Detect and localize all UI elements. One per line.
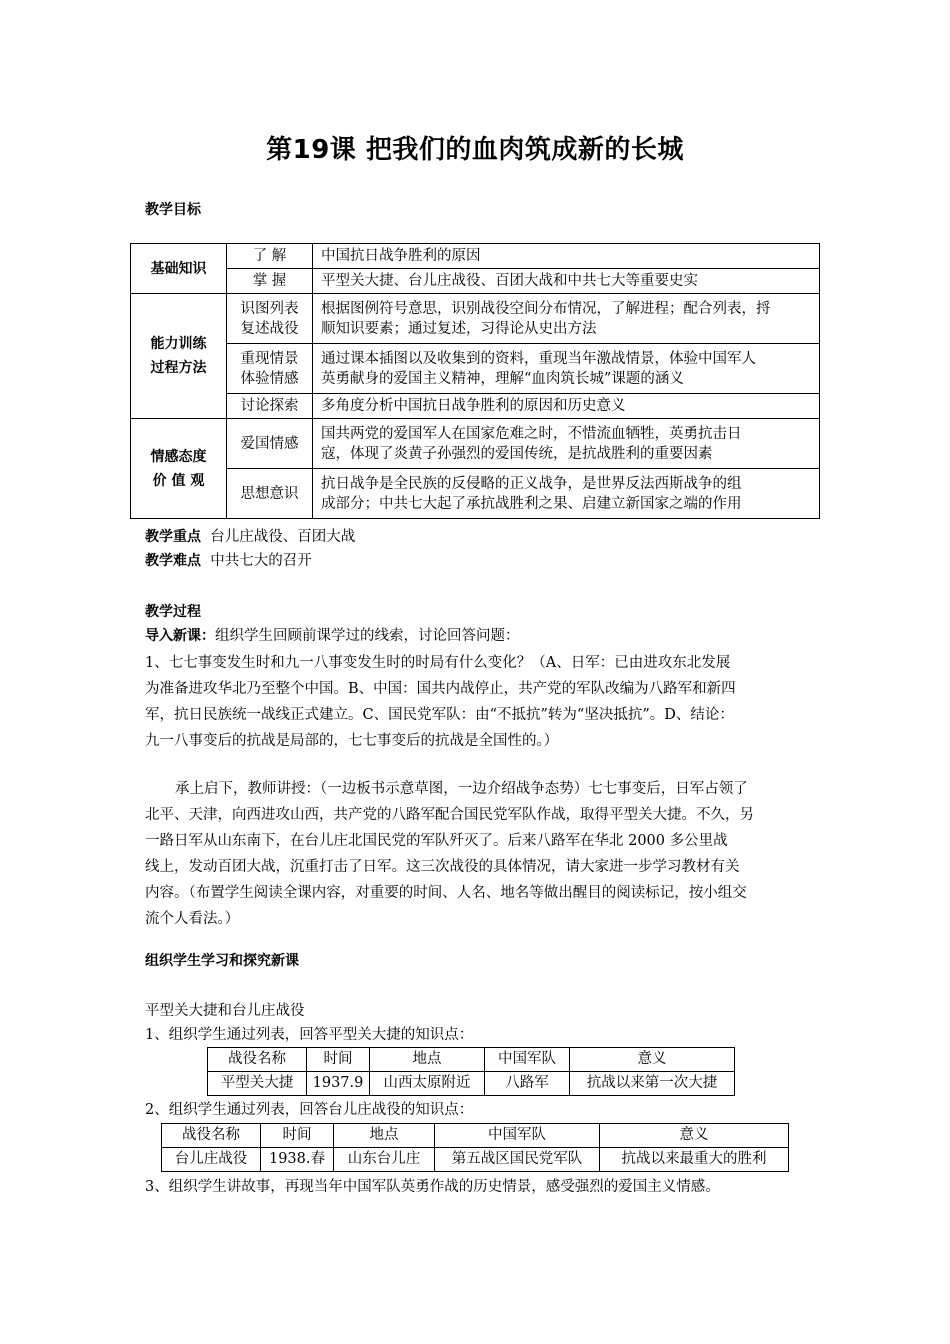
t2-header-name: 战役名称	[162, 1124, 261, 1148]
category-basic: 基础知识	[131, 244, 227, 294]
t1-cell-name: 平型关大捷	[208, 1072, 307, 1096]
objectives-heading: 教学目标	[145, 202, 201, 218]
text-ideology: 抗日战争是全民族的反侵略的正义战争，是世界反法西斯战争的组 成部分；中共七大起了承抗战胜利之果、启建立新国家之端的作用	[313, 469, 820, 519]
objectives-table	[130, 243, 820, 519]
t1-cell-army: 八路军	[485, 1072, 570, 1096]
t2-header-place: 地点	[334, 1124, 435, 1148]
category-emotion: 情感态度 价 值 观	[131, 419, 227, 519]
transition-paragraph: 承上启下，教师讲授：（一边板书示意草图，一边介绍战争态势）七七事变后，日军占领了 北平、天津，向西进攻山西，共产党的八路军配合国民党军队作战，取得平型关大捷。不久，另 一路日军从山东南下，在台儿庄北国民党的军队歼灭了。后来八路军在华北 2000 多公里战 线上，发动百团大战，沉重打击了日军。这三次战役的具体情况，请大家进一步学习教材有关 内容。（布置学生阅读全课内容，对重要的时间、人名、地名等做出醒目的阅读标记，按小组交 流个人看法。）	[145, 781, 754, 927]
difficult-point: 教学难点 中共七大的召开	[145, 553, 312, 569]
taierzhuang-table	[161, 1123, 789, 1172]
text-map-reading: 根据图例符号意思，识别战役空间分布情况，了解进程；配合列表，捋 顺知识要素；通过复述，习得论从史出方法	[313, 294, 820, 344]
t2-cell-army: 第五战区国民党军队	[435, 1148, 600, 1172]
sub-master: 掌 握	[227, 269, 313, 294]
t2-cell-place: 山东台儿庄	[334, 1148, 435, 1172]
page-title: 第19课 把我们的血肉筑成新的长城	[266, 135, 684, 165]
t1-cell-place: 山西太原附近	[370, 1072, 485, 1096]
sub-recreate-scene: 重现情景 体验情感	[227, 344, 313, 394]
t2-cell-name: 台儿庄战役	[162, 1148, 261, 1172]
sub-understand: 了 解	[227, 244, 313, 269]
t1-header-place: 地点	[370, 1048, 485, 1072]
process-heading: 教学过程	[145, 604, 201, 620]
t1-cell-meaning: 抗战以来第一次大捷	[570, 1072, 735, 1096]
sub-ideology: 思想意识	[227, 469, 313, 519]
question-1: 1、七七事变发生时和九一八事变发生时的时局有什么变化？（A、日军：已由进攻东北发展 为准备进攻华北乃至整个中国。B、中国：国共内战停止，共产党的军队改编为八路军和新四 军，抗日民族统一战线正式建立。C、国民党军队：由“不抵抗”转为“坚决抵抗”。D、结论： 九一八事变后的抗战是局部的，七七事变后的抗战是全国性的。）	[145, 655, 736, 749]
t1-header-name: 战役名称	[208, 1048, 307, 1072]
sub-discussion: 讨论探索	[227, 394, 313, 419]
t2-cell-time: 1938.春	[261, 1148, 334, 1172]
section1-title: 平型关大捷和台儿庄战役	[145, 1003, 305, 1019]
text-discussion: 多角度分析中国抗日战争胜利的原因和历史意义	[313, 394, 820, 419]
text-recreate-scene: 通过课本插图以及收集到的资料，重现当年激战情景，体验中国军人 英勇献身的爱国主义精神，理解“血肉筑长城”课题的涵义	[313, 344, 820, 394]
text-understand: 中国抗日战争胜利的原因	[313, 244, 820, 269]
t1-header-army: 中国军队	[485, 1048, 570, 1072]
t1-header-time: 时间	[307, 1048, 370, 1072]
item-2: 2、组织学生通过列表，回答台儿庄战役的知识点：	[145, 1102, 474, 1118]
text-patriotism: 国共两党的爱国军人在国家危难之时，不惜流血牺牲，英勇抗击日 寇，体现了炎黄子孙强烈的爱国传统，是抗战胜利的重要因素	[313, 419, 820, 469]
study-heading: 组织学生学习和探究新课	[145, 953, 299, 969]
pingxingguan-table	[207, 1047, 735, 1096]
t1-header-meaning: 意义	[570, 1048, 735, 1072]
t2-header-time: 时间	[261, 1124, 334, 1148]
sub-patriotism: 爱国情感	[227, 419, 313, 469]
intro-line: 导入新课：组织学生回顾前课学过的线索，讨论回答问题：	[145, 628, 520, 644]
key-point: 教学重点 台儿庄战役、百团大战	[145, 529, 356, 545]
sub-map-reading: 识图列表 复述战役	[227, 294, 313, 344]
item-1: 1、组织学生通过列表，回答平型关大捷的知识点：	[145, 1027, 474, 1043]
t2-cell-meaning: 抗战以来最重大的胜利	[600, 1148, 789, 1172]
t1-cell-time: 1937.9	[307, 1072, 370, 1096]
t2-header-army: 中国军队	[435, 1124, 600, 1148]
t2-header-meaning: 意义	[600, 1124, 789, 1148]
category-ability: 能力训练 过程方法	[131, 294, 227, 419]
item-3: 3、组织学生讲故事，再现当年中国军队英勇作战的历史情景，感受强烈的爱国主义情感。	[145, 1179, 720, 1195]
text-master: 平型关大捷、台儿庄战役、百团大战和中共七大等重要史实	[313, 269, 820, 294]
